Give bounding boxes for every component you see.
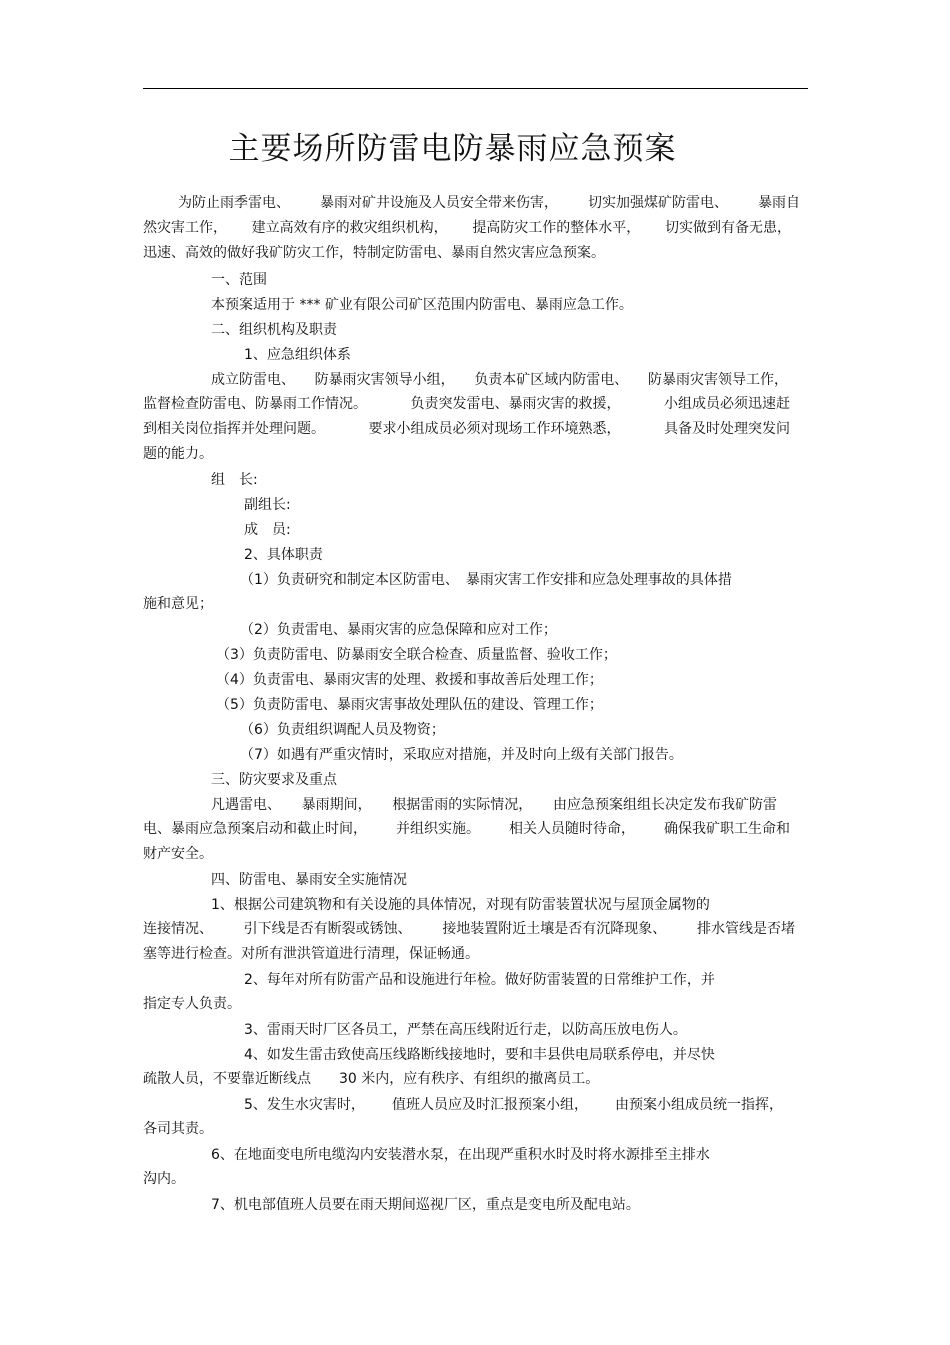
paragraph-line: 本预案适用于 *** 矿业有限公司矿区范围内防雷电、暴雨应急工作。 (211, 297, 633, 313)
paragraph-line: 到相关岗位指挥并处理问题。 要求小组成员必须对现场工作环境熟悉， 具备及时处理突发问 (143, 421, 790, 437)
list-item: （5）负责防雷电、暴雨灾害事故处理队伍的建设、管理工作； (216, 697, 603, 713)
paragraph-line: 凡遇雷电、 暴雨期间， 根据雷雨的实际情况， 由应急预案组组长决定发布我矿防雷 (211, 797, 777, 813)
page-title: 主要场所防雷电防暴雨应急预案 (228, 131, 677, 167)
list-item: 6、在地面变电所电缆沟内安装潜水泵，在出现严重积水时及时将水源排至主排水 (211, 1147, 710, 1163)
paragraph-line: 题的能力。 (143, 446, 213, 462)
paragraph-line: 各司其责。 (143, 1121, 213, 1137)
paragraph-line: 塞等进行检查。对所有泄洪管道进行清理，保证畅通。 (143, 946, 479, 962)
paragraph-line: 财产安全。 (143, 846, 213, 862)
subsection-heading: 1、应急组织体系 (244, 347, 351, 363)
paragraph-line: 成立防雷电、 防暴雨灾害领导小组， 负责本矿区域内防雷电、 防暴雨灾害领导工作， (211, 372, 788, 388)
list-item: 4、如发生雷击致使高压线路断线接地时，要和丰县供电局联系停电，并尽快 (244, 1047, 715, 1063)
role-leader: 组 长: (211, 472, 258, 488)
list-item: 2、每年对所有防雷产品和设施进行年检。做好防雷装置的日常维护工作，并 (244, 972, 715, 988)
list-item: 7、机电部值班人员要在雨天期间巡视厂区，重点是变电所及配电站。 (211, 1197, 640, 1213)
section-heading: 三、防灾要求及重点 (211, 772, 337, 788)
list-item: （4）负责雷电、暴雨灾害的处理、救援和事故善后处理工作； (216, 672, 603, 688)
paragraph-line: 指定专人负责。 (143, 996, 241, 1012)
list-item: （7）如遇有严重灾情时，采取应对措施，并及时向上级有关部门报告。 (240, 747, 683, 763)
list-item: 1、根据公司建筑物和有关设施的具体情况，对现有防雷装置状况与屋顶金属物的 (211, 897, 710, 913)
role-deputy-leader: 副组长: (244, 497, 291, 513)
subsection-heading: 2、具体职责 (244, 547, 323, 563)
list-item: （3）负责防雷电、防暴雨安全联合检查、质量监督、验收工作； (216, 647, 617, 663)
list-item: （1）负责研究和制定本区防雷电、 暴雨灾害工作安排和应急处理事故的具体措 (240, 572, 732, 588)
paragraph-line: 迅速、高效的做好我矿防灾工作，特制定防雷电、暴雨自然灾害应急预案。 (143, 245, 605, 261)
paragraph-line: 连接情况、 引下线是否有断裂或锈蚀、 接地装置附近土壤是否有沉降现象、 排水管线是否堵 (143, 921, 795, 937)
role-members: 成 员: (244, 522, 291, 538)
list-item: 5、发生水灾害时， 值班人员应及时汇报预案小组， 由预案小组成员统一指挥， (244, 1097, 783, 1113)
list-item: （6）负责组织调配人员及物资； (240, 722, 445, 738)
section-heading: 二、组织机构及职责 (211, 322, 337, 338)
paragraph-line: 然灾害工作， 建立高效有序的救灾组织机构， 提高防灾工作的整体水平， 切实做到有备无患， (143, 220, 791, 236)
list-item-continuation: 施和意见； (143, 596, 213, 612)
section-heading: 一、范围 (211, 272, 267, 288)
paragraph-line: 沟内。 (143, 1171, 185, 1187)
paragraph-line: 疏散人员，不要靠近断线点 30 米内，应有秩序、有组织的撤离员工。 (143, 1071, 600, 1087)
header-rule (143, 88, 808, 89)
list-item: 3、雷雨天时厂区各员工，严禁在高压线附近行走，以防高压放电伤人。 (244, 1022, 687, 1038)
paragraph-line: 电、暴雨应急预案启动和截止时间， 并组织实施。 相关人员随时待命， 确保我矿职工生命和 (143, 821, 790, 837)
list-item: （2）负责雷电、暴雨灾害的应急保障和应对工作； (240, 622, 557, 638)
paragraph-line: 监督检查防雷电、防暴雨工作情况。 负责突发雷电、暴雨灾害的救援， 小组成员必须迅速赶 (143, 396, 790, 412)
section-heading: 四、防雷电、暴雨安全实施情况 (211, 872, 407, 888)
paragraph-line: 为防止雨季雷电、 暴雨对矿井设施及人员安全带来伤害， 切实加强煤矿防雷电、 暴雨自 (178, 195, 800, 211)
